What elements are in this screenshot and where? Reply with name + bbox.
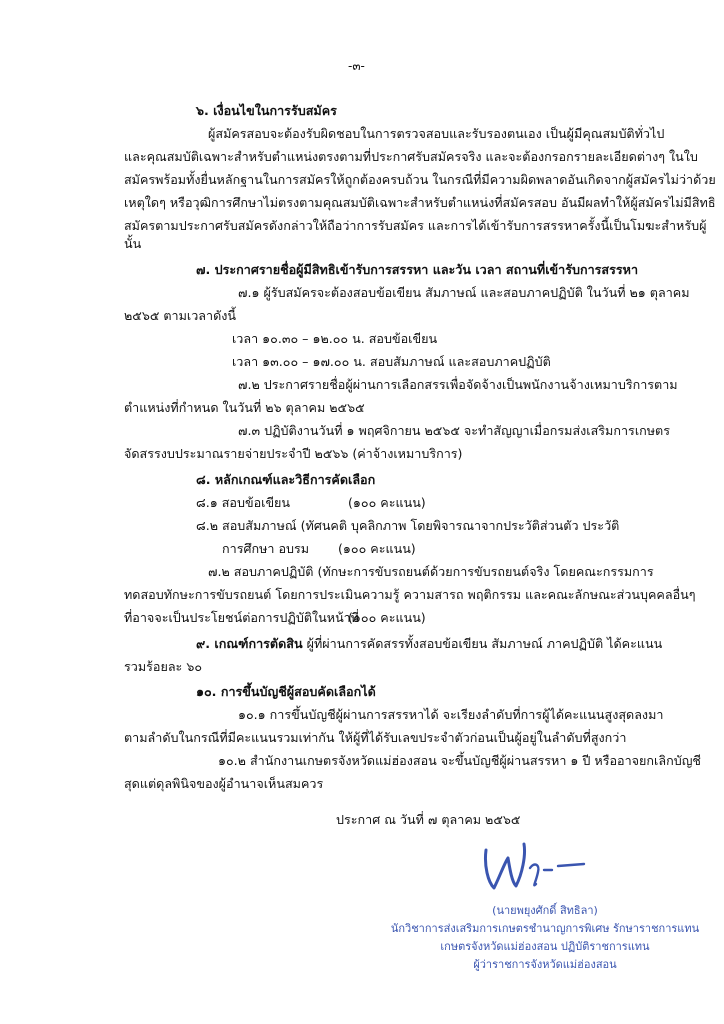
section-9-text: รวมร้อยละ ๖๐ xyxy=(124,659,203,674)
announcement-date: ประกาศ ณ วันที่ ๗ ตุลาคม ๒๕๖๕ xyxy=(336,812,521,827)
section-8-1-score: (๑๐๐ คะแนน) xyxy=(348,495,426,510)
signer-name: (นายพยุงศักดิ์ สิทธิลา) xyxy=(492,904,598,917)
section-6-heading: ๖. เงื่อนไขในการรับสมัคร xyxy=(196,103,337,118)
section-6-text: นั้น xyxy=(124,236,142,251)
section-10-2-text: ๑๐.๒ สำนักงานเกษตรจังหวัดแม่ฮ่องสอน จะขึ้นบัญชีผู้ผ่านสรรหา ๑ ปี หรืออาจยกเลิกบัญชี xyxy=(218,753,701,768)
section-10-1-text: ตามลำดับในกรณีที่มีคะแนนรวมเท่ากัน ให้ผู้ที่ได้รับเลขประจำตัวก่อนเป็นผู้อยู่ในลำดับที่สูงกว่า xyxy=(124,730,627,745)
section-7-1-text: ๗.๑ ผู้รับสมัครจะต้องสอบข้อเขียน สัมภาษณ์ และสอบภาคปฏิบัติ ในวันที่ ๒๑ ตุลาคม xyxy=(238,285,690,300)
section-9-line xyxy=(196,636,662,652)
section-7-2-text: ตำแหน่งที่กำหนด ในวันที่ ๒๖ ตุลาคม ๒๕๖๕ xyxy=(124,400,365,415)
section-7-1-text: ๒๕๖๕ ตามเวลาดังนี้ xyxy=(124,308,237,323)
section-8-3-score: (๑๐๐ คะแนน) xyxy=(348,610,426,625)
section-7-3-text: จัดสรรงบประมาณรายจ่ายประจำปี ๒๕๖๖ (ค่าจ้างเหมาบริการ) xyxy=(124,446,463,461)
section-8-heading: ๘. หลักเกณฑ์และวิธีการคัดเลือก xyxy=(196,472,376,487)
signer-position: เกษตรจังหวัดแม่ฮ่องสอน ปฏิบัติราชการแทน xyxy=(440,940,650,953)
page-number: -๓- xyxy=(348,59,365,73)
section-8-1-text: ๘.๑ สอบข้อเขียน xyxy=(196,495,291,510)
section-6-text: เหตุใดๆ หรือวุฒิการศึกษาไม่ตรงตามคุณสมบัติเฉพาะสำหรับตำแหน่งที่สมัครสอบ อันมีผลทำให้ผู้สมัครไม่มีสิทธิ xyxy=(124,195,716,210)
section-8-3-text: ทดสอบทักษะการขับรถยนต์ โดยการประเมินความรู้ ความสารถ พฤติกรรม และคณะลักษณะส่วนบุคคลอื่นๆ xyxy=(124,587,696,602)
section-8-2-score: (๑๐๐ คะแนน) xyxy=(338,541,416,556)
section-9-heading: ๙. เกณฑ์การตัดสิน xyxy=(196,636,303,651)
exam-time: เวลา ๑๐.๓๐ – ๑๒.๐๐ น. สอบข้อเขียน xyxy=(232,331,438,346)
section-8-2-text: ๘.๒ สอบสัมภาษณ์ (ทัศนคติ บุคลิกภาพ โดยพิจารณาจากประวัติส่วนตัว ประวัติ xyxy=(196,518,620,533)
section-9-text: ผู้ที่ผ่านการคัดสรรทั้งสอบข้อเขียน สัมภาษณ์ ภาคปฏิบัติ ได้คะแนน xyxy=(302,636,663,651)
signature-block xyxy=(380,830,710,980)
section-6-text: ผู้สมัครสอบจะต้องรับผิดชอบในการตรวจสอบและรับรองตนเอง เป็นผู้มีคุณสมบัติทั่วไป xyxy=(208,126,665,141)
section-6-text: สมัครตามประกาศรับสมัครดังกล่าวให้ถือว่าการรับสมัคร และการได้เข้ารับการสรรหาครั้งนี้เป็นโมฆะสำหรับผู้ xyxy=(124,218,707,233)
section-6-text: สมัครพร้อมทั้งยื่นหลักฐานในการสมัครให้ถูกต้องครบถ้วน ในกรณีที่มีความผิดพลาดอันเกิดจากผู้สมัครไม่ว่าด้วย xyxy=(124,172,716,187)
section-7-2-text: ๗.๒ ประกาศรายชื่อผู้ผ่านการเลือกสรรเพื่อจัดจ้างเป็นพนักงานจ้างเหมาบริการตาม xyxy=(238,377,678,392)
section-8-2-text: การศึกษา อบรม xyxy=(222,541,310,556)
signer-position: ผู้ว่าราชการจังหวัดแม่ฮ่องสอน xyxy=(473,958,617,971)
section-10-1-text: ๑๐.๑ การขึ้นบัญชีผู้ผ่านการสรรหาได้ จะเรียงลำดับที่การผู้ได้คะแนนสูงสุดลงมา xyxy=(238,707,664,722)
handwritten-signature xyxy=(478,836,588,896)
section-7-heading: ๗. ประกาศรายชื่อผู้มีสิทธิเข้ารับการสรรหา และวัน เวลา สถานที่เข้ารับการสรรหา xyxy=(196,262,639,277)
section-8-3-text: ๗.๒ สอบภาคปฏิบัติ (ทักษะการขับรถยนต์ด้วยการขับรถยนต์จริง โดยคณะกรรมการ xyxy=(208,564,654,579)
section-10-2-text: สุดแต่ดุลพินิจของผู้อำนาจเห็นสมควร xyxy=(124,776,324,791)
signer-position: นักวิชาการส่งเสริมการเกษตรชำนาญการพิเศษ รักษาราชการแทน xyxy=(390,922,700,935)
section-6-text: และคุณสมบัติเฉพาะสำหรับตำแหน่งตรงตามที่ประกาศรับสมัครจริง และจะต้องกรอกรายละเอียดต่างๆ ในใบ xyxy=(124,149,698,164)
section-10-heading: ๑๐. การขึ้นบัญชีผู้สอบคัดเลือกได้ xyxy=(196,684,376,699)
exam-time: เวลา ๑๓.๐๐ – ๑๗.๐๐ น. สอบสัมภาษณ์ และสอบภาคปฏิบัติ xyxy=(232,354,551,369)
section-8-3-text: ที่อาจจะเป็นประโยชน์ต่อการปฏิบัติในหน้าที่ xyxy=(124,610,360,625)
section-7-3-text: ๗.๓ ปฏิบัติงานวันที่ ๑ พฤศจิกายน ๒๕๖๕ จะทำสัญญาเมื่อกรมส่งเสริมการเกษตร xyxy=(238,423,670,438)
